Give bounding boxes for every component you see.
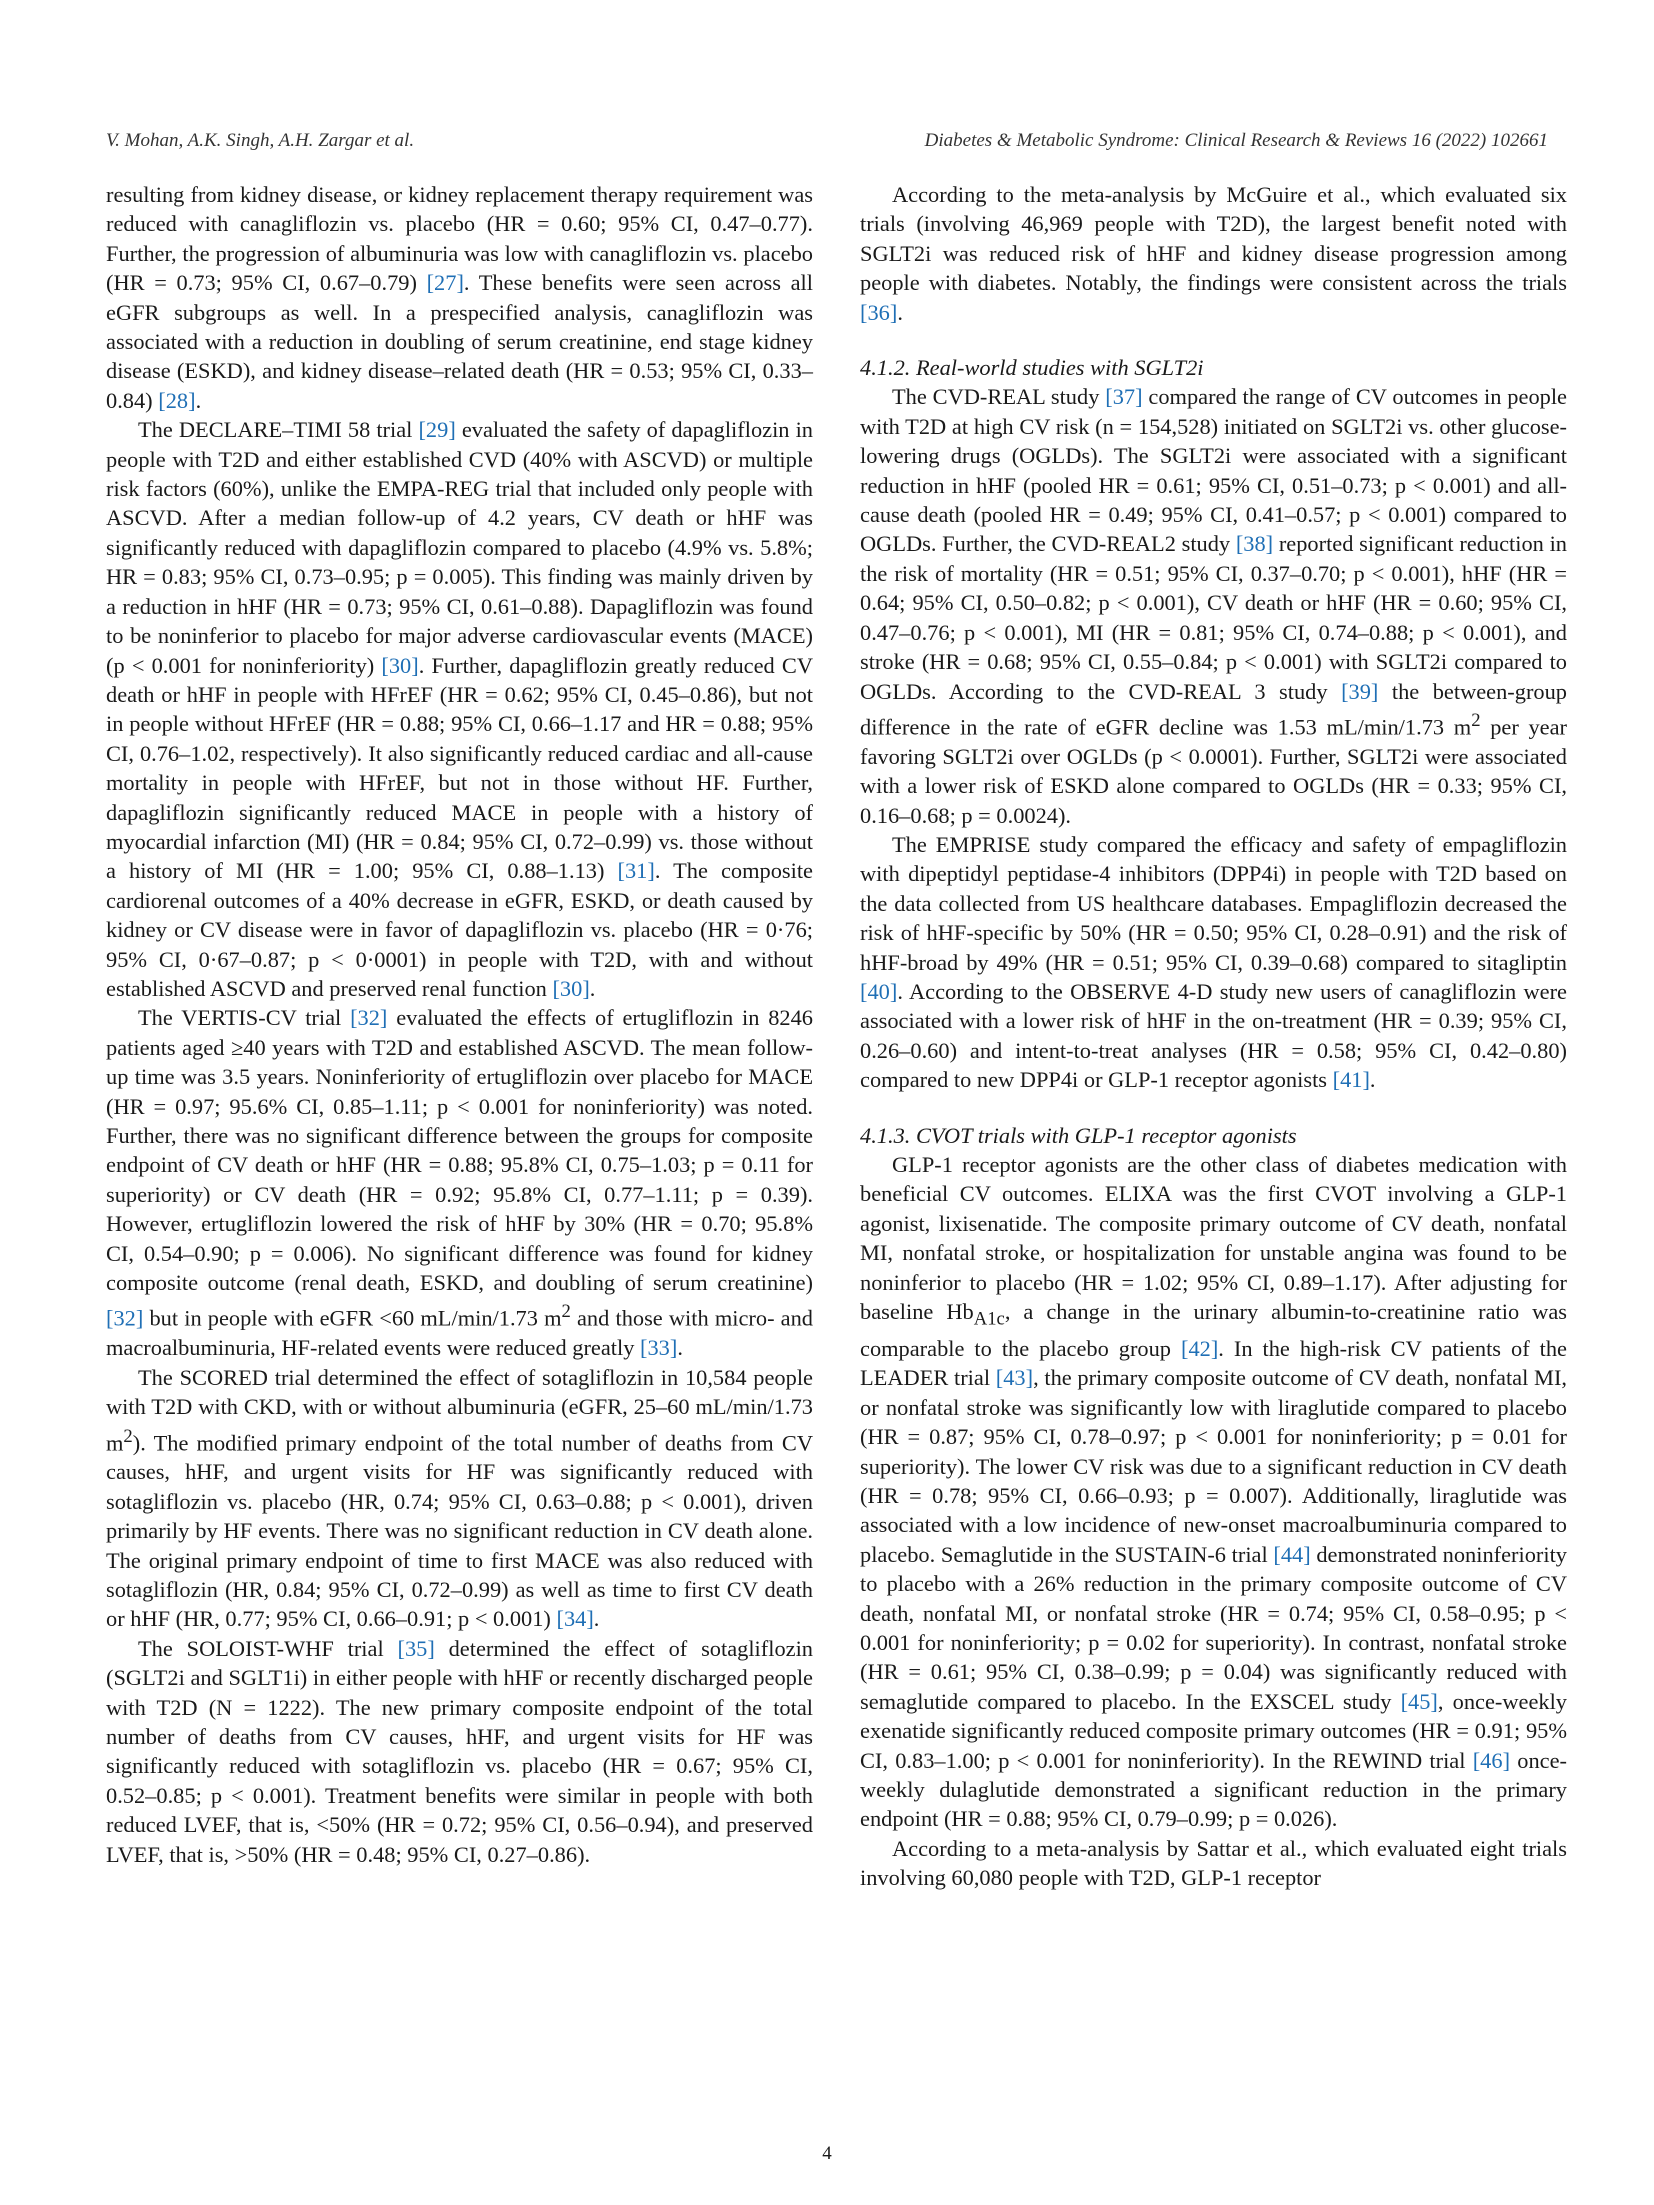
citation-link[interactable]: [32] (350, 1005, 388, 1031)
paragraph: GLP-1 receptor agonists are the other class of diabetes medication with beneficial CV outcomes. ELIXA was the first CVOT involving a GLP-1 agonist, lixisenatide. The composite primary outcome of CV death, nonfatal MI, nonfatal stroke, or hospitalization for unstable angina was found to be noninferior to placebo (HR = 1.02; 95% CI, 0.89–1.17). After adjusting for baseline $Hb_{A1c}$, a change in the urinary albumin-to-creatinine ratio was comparable to the placebo group [42]. In the high-risk CV patients of the LEADER trial [43], the primary composite outcome of CV death, nonfatal MI, or nonfatal stroke was significantly low with liraglutide compared to placebo (HR = 0.87; 95% CI, 0.78–0.97; p < 0.001 for noninferiority; p = 0.01 for superiority). The lower CV risk was due to a significant reduction in CV death (HR = 0.78; 95% CI, 0.66–0.93; p = 0.007). Additionally, liraglutide was associated with a low incidence of new-onset macroalbuminuria compared to placebo. Semaglutide in the SUSTAIN-6 trial [44] demonstrated noninferiority to placebo with a 26% reduction in the primary composite outcome of CV death, nonfatal MI, or nonfatal stroke (HR = 0.74; 95% CI, 0.58–0.95; p < 0.001 for noninferiority; p = 0.02 for superiority). In contrast, nonfatal stroke (HR = 0.61; 95% CI, 0.38–0.99; p = 0.04) was significantly reduced with semaglutide compared to placebo. In the EXSCEL study [45], once-weekly exenatide significantly reduced composite primary outcomes (HR = 0.91; 95% CI, 0.83–1.00; p < 0.001 for noninferiority). In the REWIND trial [46] once-weekly dulaglutide demonstrated a significant reduction in the primary endpoint (HR = 0.88; 95% CI, 0.79–0.99; p = 0.026). (860, 1152, 1568, 1832)
paragraph: resulting from kidney disease, or kidney replacement therapy requirement was reduced with canagliflozin vs. placebo (HR = 0.60; 95% CI, 0.47–0.77). Further, the progression of albuminuria was low with canagliflozin vs. placebo (HR = 0.73; 95% CI, 0.67–0.79) [27]. These benefits were seen across all eGFR subgroups as well. In a prespecified analysis, canagliflozin was associated with a reduction in doubling of serum creatinine, end stage kidney disease (ESKD), and kidney disease–related death (HR = 0.53; 95% CI, 0.33–0.84) [28]. (106, 182, 813, 413)
paragraph: According to the meta-analysis by McGuire et al., which evaluated six trials (involving 46,969 people with T2D), the largest benefit noted with SGLT2i was reduced risk of hHF and kidney disease progression among people with diabetes. Notably, the findings were consistent across the trials [36]. (860, 182, 1567, 325)
paragraph: The CVD-REAL study [37] compared the range of CV outcomes in people with T2D at high CV risk (n = 154,528) initiated on SGLT2i vs. other glucose-lowering drugs (OGLDs). The SGLT2i were associated with a significant reduction in hHF (pooled HR = 0.61; 95% CI, 0.51–0.73; p < 0.001) and all-cause death (pooled HR = 0.49; 95% CI, 0.41–0.57; p < 0.001) compared to OGLDs. Further, the CVD-REAL2 study [38] reported significant reduction in the risk of mortality (HR = 0.51; 95% CI, 0.37–0.70; p < 0.001), hHF (HR = 0.64; 95% CI, 0.50–0.82; p < 0.001), CV death or hHF (HR = 0.60; 95% CI, 0.47–0.76; p < 0.001), MI (HR = 0.81; 95% CI, 0.74–0.88; p < 0.001), and stroke (HR = 0.68; 95% CI, 0.55–0.84; p < 0.001) with SGLT2i compared to OGLDs. According to the CVD-REAL 3 study [39] the between-group difference in the rate of eGFR decline was 1.53 mL/min/1.73 $m^2$ per year favoring SGLT2i over OGLDs (p < 0.0001). Further, SGLT2i were associated with a lower risk of ESKD alone compared to OGLDs (HR = 0.33; 95% CI, 0.16–0.68; p = 0.0024). (860, 384, 1568, 828)
left-column (106, 180, 813, 1869)
citation-link[interactable]: [43] (995, 1365, 1034, 1391)
citation-link[interactable]: [46] (1472, 1747, 1511, 1773)
running-head-authors: V. Mohan, A.K. Singh, A.H. Zargar et al. (106, 130, 415, 151)
paragraph: According to a meta-analysis by Sattar et al., which evaluated eight trials involving 60,080 people with T2D, GLP-1 receptor (860, 1835, 1567, 1891)
citation-link[interactable]: [29] (418, 417, 456, 443)
citation-link[interactable]: [27] (426, 270, 464, 296)
page-number: 4 (822, 2143, 832, 2164)
citation-link[interactable]: [34] (556, 1606, 594, 1632)
section-heading: 4.1.3. CVOT trials with GLP-1 receptor agonists (860, 1122, 1297, 1148)
right-column (860, 180, 1567, 1893)
citation-link[interactable]: [30] (552, 975, 590, 1001)
citation-link[interactable]: [32] (106, 1305, 144, 1331)
paragraph: The EMPRISE study compared the efficacy and safety of empagliflozin with dipeptidyl peptidase-4 inhibitors (DPP4i) in people with T2D based on the data collected from US healthcare databases. Empagliflozin decreased the risk of hHF-specific by 50% (HR = 0.50; 95% CI, 0.28–0.91) and the risk of hHF-broad by 49% (HR = 0.51; 95% CI, 0.39–0.68) compared to sitagliptin [40]. According to the OBSERVE 4-D study new users of canagliflozin were associated with a lower risk of hHF in the on-treatment (HR = 0.39; 95% CI, 0.26–0.60) and intent-to-treat analyses (HR = 0.58; 95% CI, 0.42–0.80) compared to new DPP4i or GLP-1 receptor agonists [41]. (860, 832, 1567, 1093)
citation-link[interactable]: [28] (158, 387, 196, 413)
citation-link[interactable]: [40] (860, 979, 898, 1005)
paragraph: The SCORED trial determined the effect of sotagliflozin in 10,584 people with T2D with CKD, with or without albuminuria (eGFR, 25–60 mL/min/1.73 $m^2$). The modified primary endpoint of the total number of deaths from CV causes, hHF, and urgent visits for HF was significantly reduced with sotagliflozin vs. placebo (HR, 0.74; 95% CI, 0.63–0.88; p < 0.001), driven primarily by HF events. There was no significant reduction in CV death alone. The original primary endpoint of time to first MACE was also reduced with sotagliflozin (HR, 0.84; 95% CI, 0.72–0.99) as well as time to first CV death or hHF (HR, 0.77; 95% CI, 0.66–0.91; p < 0.001) [34]. (106, 1364, 813, 1632)
paragraph: The DECLARE–TIMI 58 trial [29] evaluated the safety of dapagliflozin in people with T2D and either established CVD (40% with ASCVD) or multiple risk factors (60%), unlike the EMPA-REG trial that included only people with ASCVD. After a median follow-up of 4.2 years, CV death or hHF was significantly reduced with dapagliflozin compared to placebo (4.9% vs. 5.8%; HR = 0.83; 95% CI, 0.73–0.95; p = 0.005). This finding was mainly driven by a reduction in hHF (HR = 0.73; 95% CI, 0.61–0.88). Dapagliflozin was found to be noninferior to placebo for major adverse cardiovascular events (MACE) (p < 0.001 for noninferiority) [30]. Further, dapagliflozin greatly reduced CV death or hHF in people with HFrEF (HR = 0.62; 95% CI, 0.45–0.86), but not in people without HFrEF (HR = 0.88; 95% CI, 0.66–1.17 and HR = 0.88; 95% CI, 0.76–1.02, respectively). It also significantly reduced cardiac and all-cause mortality in people with HFrEF, but not in those without HF. Further, dapagliflozin significantly reduced MACE in people with a history of myocardial infarction (MI) (HR = 0.84; 95% CI, 0.72–0.99) vs. those without a history of MI (HR = 1.00; 95% CI, 0.88–1.13) [31]. The composite cardiorenal outcomes of a 40% decrease in eGFR, ESKD, or death caused by kidney or CV disease were in favor of dapagliflozin vs. placebo (HR = 0·76; 95% CI, 0·67–0.87; p < 0·0001) in people with T2D, with and without established ASCVD and preserved renal function [30]. (106, 417, 813, 1001)
section-heading: 4.1.2. Real-world studies with SGLT2i (860, 355, 1204, 381)
citation-link[interactable]: [33] (640, 1335, 678, 1361)
citation-link[interactable]: [35] (397, 1635, 435, 1661)
citation-link[interactable]: [37] (1105, 384, 1143, 410)
citation-link[interactable]: [38] (1235, 531, 1274, 557)
citation-link[interactable]: [30] (381, 652, 419, 678)
citation-link[interactable]: [41] (1332, 1067, 1370, 1093)
citation-link[interactable]: [44] (1273, 1541, 1311, 1567)
citation-link[interactable]: [36] (860, 299, 898, 325)
citation-link[interactable]: [45] (1400, 1688, 1438, 1714)
citation-link[interactable]: [31] (617, 858, 655, 884)
running-head-journal: Diabetes & Metabolic Syndrome: Clinical Research & Reviews 16 (2022) 102661 (924, 130, 1548, 151)
citation-link[interactable]: [42] (1180, 1335, 1219, 1361)
paragraph: The SOLOIST-WHF trial [35] determined the effect of sotagliflozin (SGLT2i and SGLT1i) in either people with hHF or recently discharged people with T2D (N = 1222). The new primary composite endpoint of the total number of deaths from CV causes, hHF, and urgent visits for HF was significantly reduced with sotagliflozin vs. placebo (HR = 0.67; 95% CI, 0.52–0.85; p < 0.001). Treatment benefits were similar in people with both reduced LVEF, that is, <50% (HR = 0.72; 95% CI, 0.56–0.94), and preserved LVEF, that is, >50% (HR = 0.48; 95% CI, 0.27–0.86). (106, 1635, 813, 1867)
citation-link[interactable]: [39] (1341, 678, 1379, 704)
paragraph: The VERTIS-CV trial [32] evaluated the effects of ertugliflozin in 8246 patients aged ≥40 years with T2D and established ASCVD. The mean follow-up time was 3.5 years. Noninferiority of ertugliflozin over placebo for MACE (HR = 0.97; 95.6% CI, 0.85–1.11; p < 0.001 for noninferiority) was noted. Further, there was no significant difference between the groups for composite endpoint of CV death or hHF (HR = 0.88; 95.8% CI, 0.75–1.03; p = 0.11 for superiority) or CV death (HR = 0.92; 95.8% CI, 0.77–1.11; p = 0.39). However, ertugliflozin lowered the risk of hHF by 30% (HR = 0.70; 95.8% CI, 0.54–0.90; p = 0.006). No significant difference was found for kidney composite outcome (renal death, ESKD, and doubling of serum creatinine) [32] but in people with eGFR <60 mL/min/1.73 $m^2$ and those with micro- and macroalbuminuria, HF-related events were reduced greatly [33]. (106, 1005, 814, 1361)
